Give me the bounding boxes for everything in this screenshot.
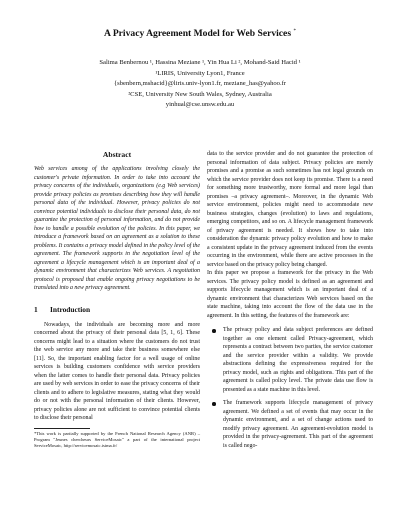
intro-paragraph: Nowadays, the individuals are becoming more and more concerned about the privacy of their personal data [5, 1, 6]. These concerns might lead to a situation where the customers do not trust the web service any more and take their business somewhere else [11]. So, the important enabling factor for a well usage of online services is building customers confidence with service providers when the latter comes to handle their personal data. Privacy policies are used by web services in order to ease the privacy concerns of their clients and to adhere to legislative measures, stating what they would do or not with the personal information of their clients. However, privacy policies alone are not sufficient to convince potential clients to disclose their personal [34,321,200,421]
bullet-icon [212,402,216,406]
abstract-heading: Abstract [102,150,132,159]
paper-title [0,28,400,39]
left-column [34,150,200,450]
section-title: Introduction [50,304,91,314]
title-footnote-mark: * [293,28,296,34]
feature-item [207,326,373,394]
footnote: *This work is partially supported by the French National Research Agency (ANR) – Program "Jeunes chercheurs ServiceMosaic" a part of the international project ServiceMosaic, http://servicemosaic.isima.fr/ [34,430,200,449]
author-names: Salima Benbernou ¹, Hassina Meziane ¹, Yin Hua Li ², Mohand-Said Hacid ¹ [99,59,301,66]
affiliation-1: ¹LIRIS, University Lyon1, France [155,69,245,77]
email-1: {sbenbern,mshacid}@liris.univ-lyon1.fr, meziane_has@yahoo.fr [113,80,287,88]
abstract-text: Web services among of the applications involving closely the customer's private information. In order to take into account the privacy concerns of the individuals, organizations (e.g Web services) provide privacy policies as promises describing how they will handle personal data of the individual. However, privacy policies do not convince potential individuals to disclose their personal data, do not guarantee the protection of personal information, and do not provide how to handle a possible evolution of the policies. In this paper, we introduce a framework based on an agreement as a solution to these problems. It contains a privacy model defined in the policy level of the agreement. The framework supports in the negotiation level of the agreement a lifecycle management which is an important deal of a dynamic environment that characterizes Web services. A negotiation protocol is proposed that enable ongoing privacy negotiations to be translated into a new privacy agreement. [34,166,200,291]
bullet-icon [212,329,216,333]
section-number: 1 [34,304,38,314]
feature-item [207,399,373,450]
feature-list [207,326,373,450]
author-block [0,58,400,111]
feature-item-text: The privacy policy and data subject preferences are defined together as one element called Privacy-agreement, which represents a contract between two parties, the service customer and the service provider within a validity. We provide abstractions defining the expressiveness required for the privacy model, such as rights and obligations. This part of the agreement is called policy level. The private data use flow is presented as a state machine in this level. [223,327,373,393]
right-paragraph-1: data to the service provider and do not guarantee the protection of personal information of data subject. Privacy policies are merely promises and a promise as such sometimes has not legal grounds on which the service provider does not keep its promise. There is a need for something more trustworthy, more formal and more legal than promises –a privacy agreement–. Moreover, in the dynamic Web service environment, policies might need to accommodate new business strategies, changes (evolution) to laws and regulations, emerging competitors, and so on. A lifecycle management framework of privacy agreement is needed. It shows how to take into consideration the dynamic privacy policy evolution and how to make a consistent update in the privacy agreement induced from the events occurring in the environment, while there are active processes in the service based on the privacy policy being changed. [207,151,373,268]
paper-title-text: A Privacy Agreement Model for Web Services [104,28,292,39]
right-column [207,150,373,450]
right-paragraph-2: In this paper we propose a framework for the privacy in the Web services. The privacy policy model is defined as an agreement and supports lifecycle management which is an important deal of a dynamic environment that characterizes Web services based on the state machine, taking into account the flow of the data use in the agreement. In this setting, the features of the framework are: [207,270,373,319]
section-heading-introduction [34,305,200,314]
email-2: yinhual@cse.unsw.edu.au [165,101,235,109]
affiliation-2: ²CSE, University New South Wales, Sydney, Australia [128,90,272,98]
feature-item-text: The framework supports lifecycle management of privacy agreement. We defined a set of events that may occur in the dynamic environment, and a set of change actions used to modify privacy agreement. An agreement-evolution model is provided in the privacy-agreement. This part of the agreement is called nego- [223,400,373,449]
